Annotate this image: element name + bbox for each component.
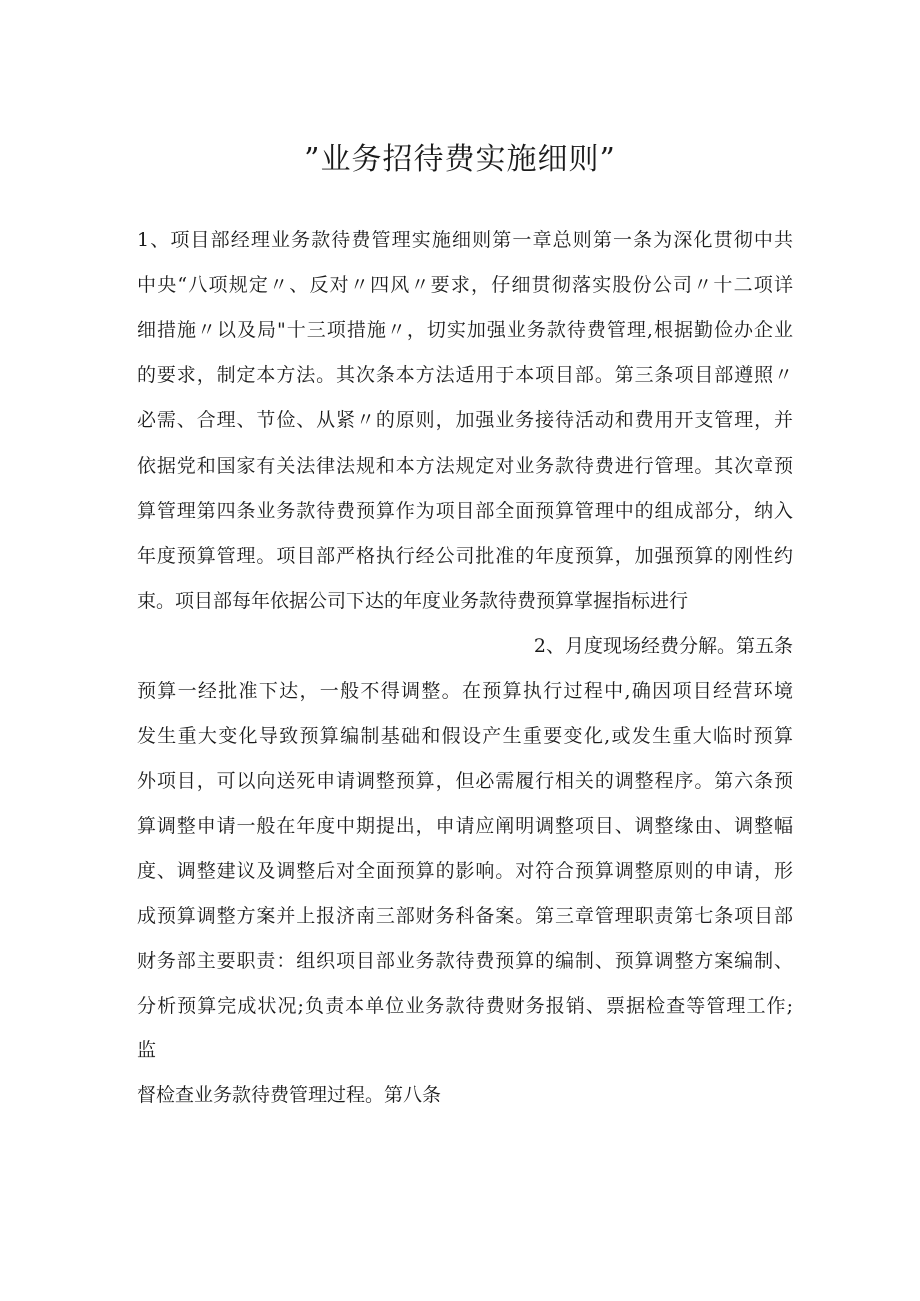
body-line: 2、月度现场经费分解。第五条 xyxy=(533,635,793,657)
body-line: 督检查业务款待费管理过程。第八条 xyxy=(137,1084,442,1106)
body-line: 外项目，可以向送死申请调整预算，但必需履行相关的调整程序。第六条预 xyxy=(137,770,793,792)
body-line: 度、调整建议及调整后对全面预算的影响。对符合预算调整原则的申请，形 xyxy=(137,860,793,882)
body-line: 依据党和国家有关法律法规和本方法规定对业务款待费进行管理。其次章预 xyxy=(137,455,793,477)
body-line: 预算一经批准下达，一般不得调整。在预算执行过程中,确因项目经营环境 xyxy=(137,680,793,702)
body-line: 细措施〃以及局"十三项措施〃，切实加强业务款待费管理,根据勤俭办企业 xyxy=(137,319,793,341)
body-line: 财务部主要职责：组织项目部业务款待费预算的编制、预算调整方案编制、 xyxy=(137,950,793,972)
body-line: 束。项目部每年依据公司下达的年度业务款待费预算掌握指标进行 xyxy=(137,590,689,612)
body-line: 发生重大变化导致预算编制基础和假设产生重要变化,或发生重大临时预算 xyxy=(137,725,793,747)
body-line: 监 xyxy=(137,1039,157,1061)
body-line: 年度预算管理。项目部严格执行经公司批准的年度预算，加强预算的刚性约 xyxy=(137,545,793,567)
body-line: 的要求，制定本方法。其次条本方法适用于本项目部。第三条项目部遵照〃 xyxy=(137,364,793,386)
body-line: 中央“八项规定〃、反对〃四风〃要求，仔细贯彻落实股份公司〃十二项详 xyxy=(137,274,793,296)
body-line: 必需、合理、节俭、从紧〃的原则，加强业务接待活动和费用开支管理，并 xyxy=(137,409,793,431)
body-line: 成预算调整方案并上报济南三部财务科备案。第三章管理职责第七条项目部 xyxy=(137,905,793,927)
document-title: ”业务招待费实施细则” xyxy=(304,142,616,177)
body-line: 算调整申请一般在年度中期提出，申请应阐明调整项目、调整缘由、调整幅 xyxy=(137,815,793,837)
body-line: 算管理第四条业务款待费预算作为项目部全面预算管理中的组成部分，纳入 xyxy=(137,500,793,522)
body-line: 分析预算完成状况;负责本单位业务款待费财务报销、票据检查等管理工作; xyxy=(137,995,793,1017)
body-line: 1、项目部经理业务款待费管理实施细则第一章总则第一条为深化贯彻中共 xyxy=(137,229,793,251)
